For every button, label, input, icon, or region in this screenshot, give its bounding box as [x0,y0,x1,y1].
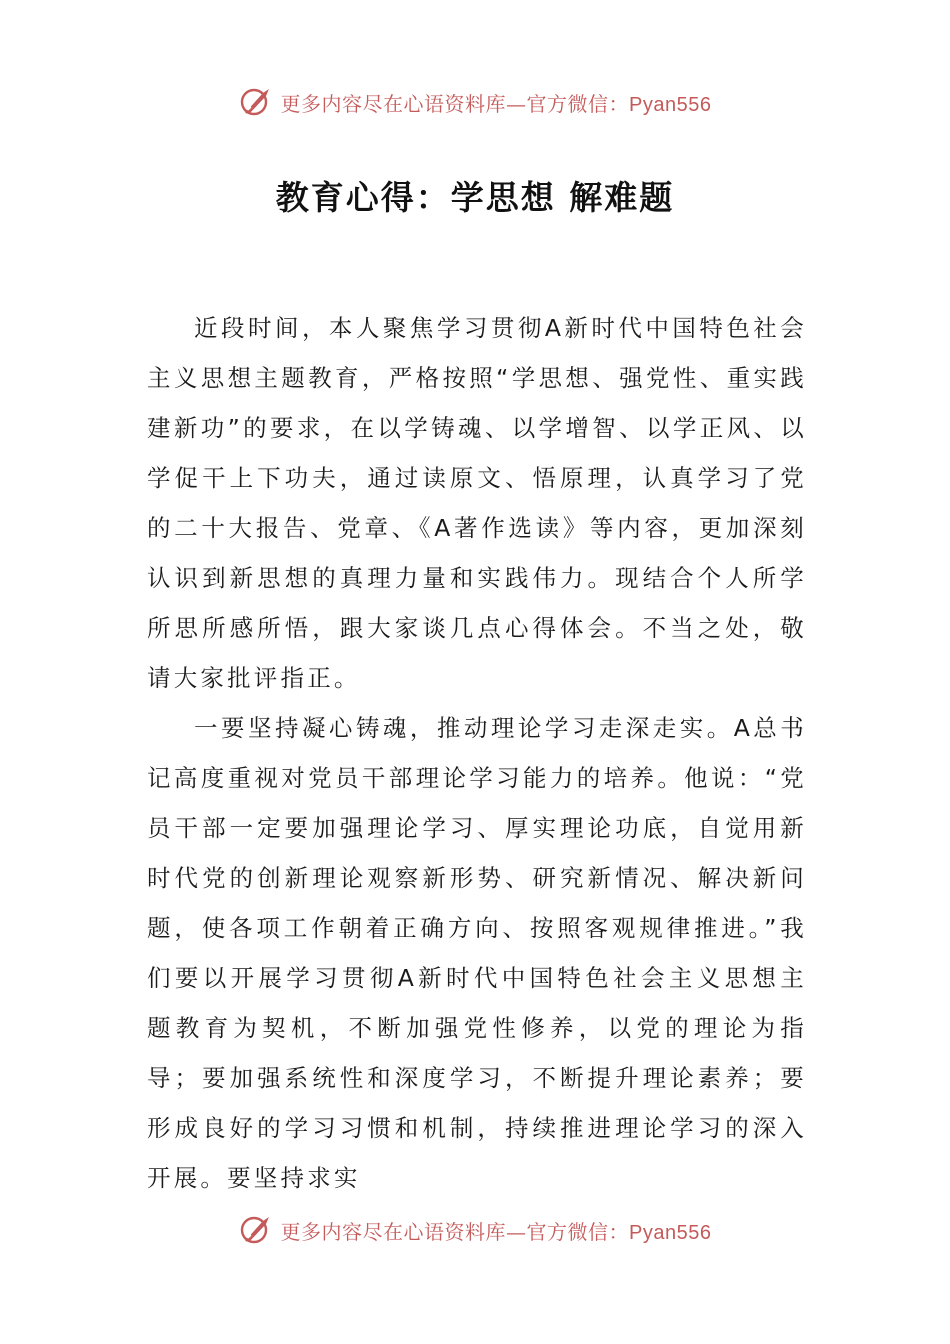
banner-text [281,1216,712,1245]
banner-official-label: 官方微信： [526,91,630,116]
banner-library-text: 更多内容尽在心语资料库 [280,1219,507,1244]
banner-wechat-id: Pyan556 [629,1221,712,1244]
banner-library-text: 更多内容尽在心语资料库 [280,91,507,116]
paragraph-point-one: 一要坚持凝心铸魂，推动理论学习走深走实。A总书记高度重视对党员干部理论学习能力的培养。他说：“党员干部一定要加强理论学习、厚实理论功底，自觉用新时代党的创新理论观察新形势、研究新情况、解决新问题，使各项工作朝着正确方向、按照客观规律推进。”我们要以开展学习贯彻A新时代中国特色社会主义思想主题教育为契机，不断加强党性修养，以党的理论为指导；要加强系统性和深度学习，不断提升理论素养；要形成良好的学习习惯和机制，持续推进理论学习的深入开展。要坚持求实 [147,714,807,1192]
document-body [147,303,807,1203]
header-banner [0,82,950,122]
quill-logo-icon [239,1213,273,1247]
page-title: 教育心得：学思想 解难题 [275,178,675,217]
banner-dash: — [506,91,527,116]
banner-official-label: 官方微信： [526,1219,630,1244]
quill-logo-icon [239,85,273,119]
paragraph-intro: 近段时间，本人聚焦学习贯彻A新时代中国特色社会主义思想主题教育，严格按照“学思想、强党性、重实践建新功”的要求，在以学铸魂、以学增智、以学正风、以学促干上下功夫，通过读原文、悟原理，认真学习了党的二十大报告、党章、《A著作选读》等内容，更加深刻认识到新思想的真理力量和实践伟力。现结合个人所学所思所感所悟，跟大家谈几点心得体会。不当之处，敬请大家批评指正。 [147,314,807,692]
footer-banner [0,1210,950,1250]
banner-dash: — [506,1219,527,1244]
banner-wechat-id: Pyan556 [629,93,712,116]
banner-text [281,88,712,117]
